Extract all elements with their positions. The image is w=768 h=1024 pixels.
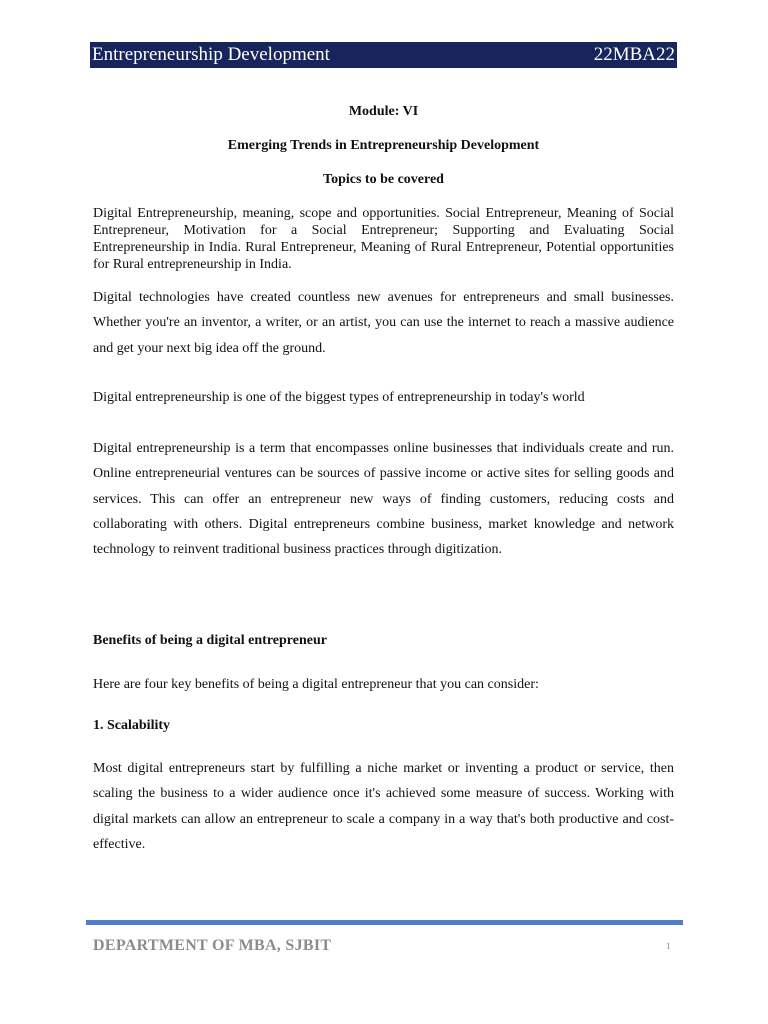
footer-rule	[86, 920, 683, 925]
footer-department: DEPARTMENT OF MBA, SJBIT	[93, 937, 332, 954]
benefits-heading: Benefits of being a digital entrepreneur	[93, 633, 327, 648]
scalability-paragraph: Most digital entrepreneurs start by fulfilling a niche market or inventing a product or service, then scaling the business to a wider audience once it's achieved some measure of success. Working with digital markets can allow an entrepreneur to scale a company in a way that's both productive and cost-effective.	[93, 761, 674, 852]
definition-paragraph: Digital entrepreneurship is a term that encompasses online businesses that individuals create and run. Online entrepreneurial ventures can be sources of passive income or active sites for selling goods and services. This can offer an entrepreneur new ways of finding customers, reducing costs and collaborating with others. Digital entrepreneurs combine business, market knowledge and network technology to reinvent traditional business practices through digitization.	[93, 441, 674, 558]
header-course-code: 22MBA22	[593, 44, 675, 65]
digital-entrepreneurship-statement: Digital entrepreneurship is one of the biggest types of entrepreneurship in today's world	[93, 390, 585, 405]
topics-paragraph: Digital Entrepreneurship, meaning, scope and opportunities. Social Entrepreneur, Meaning of Social Entrepreneur, Motivation for a Social Entrepreneur; Supporting and Evaluating Social Entrepreneurship in India. Rural Entrepreneur, Meaning of Rural Entrepreneur, Potential opportunities for Rural entrepreneurship in India.	[93, 206, 674, 272]
scalability-heading: 1. Scalability	[93, 718, 171, 733]
benefits-intro: Here are four key benefits of being a digital entrepreneur that you can consider:	[93, 677, 539, 692]
module-title: Emerging Trends in Entrepreneurship Development	[227, 138, 540, 153]
page-header	[90, 42, 677, 68]
page-number: 1	[666, 941, 671, 951]
topics-heading: Topics to be covered	[323, 172, 444, 187]
intro-paragraph: Digital technologies have created countless new avenues for entrepreneurs and small businesses. Whether you're an inventor, a writer, or an artist, you can use the internet to reach a massive audience and get your next big idea off the ground.	[93, 290, 674, 356]
header-title: Entrepreneurship Development	[92, 44, 330, 65]
module-label: Module: VI	[348, 104, 419, 119]
